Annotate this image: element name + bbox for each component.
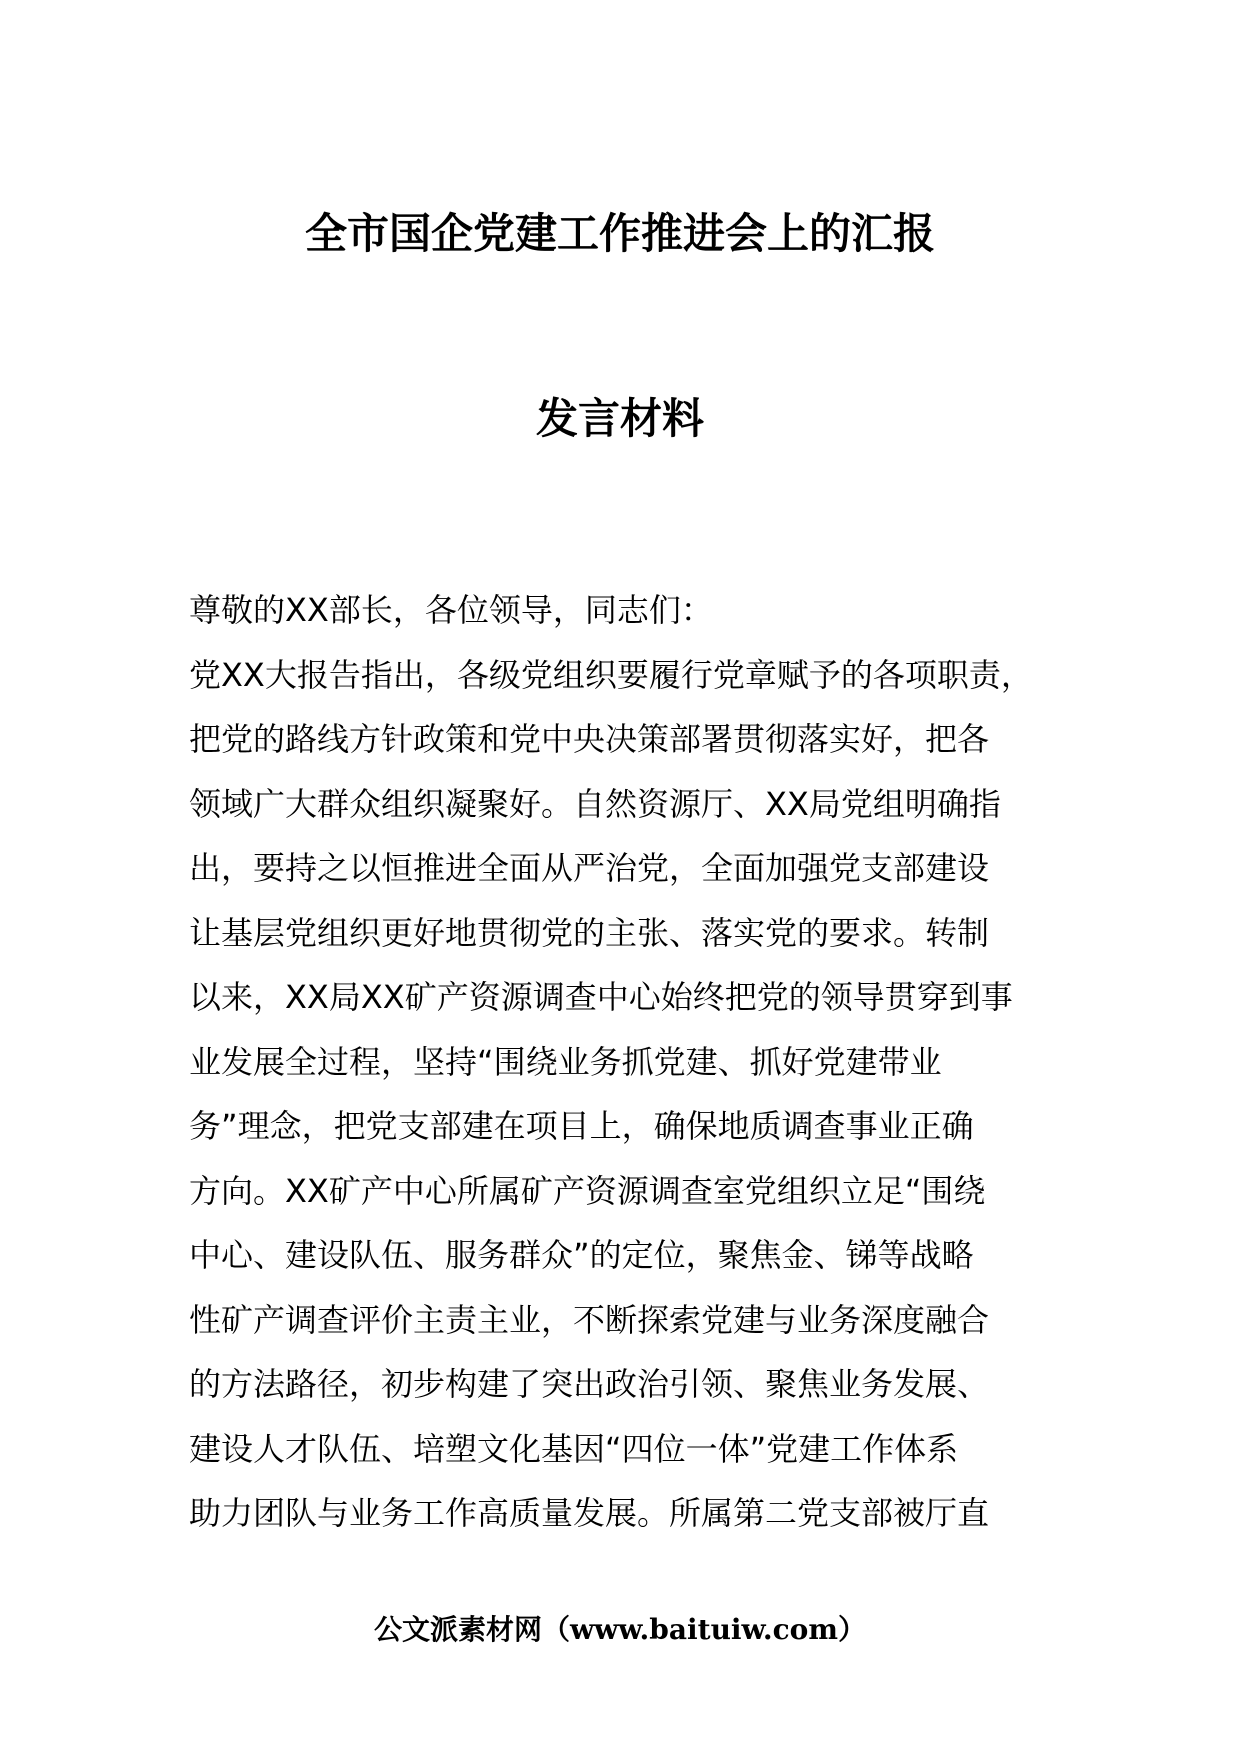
- document-title-line-1: 全市国企党建工作推进会上的汇报: [304, 209, 935, 258]
- body-line: 党XX大报告指出，各级党组织要履行党章赋予的各项职责，: [189, 655, 1033, 694]
- salutation: 尊敬的XX部长，各位领导，同志们：: [189, 591, 713, 629]
- body-line: 助力团队与业务工作高质量发展。所属第二党支部被厅直: [189, 1494, 990, 1532]
- body-line: 务”理念，把党支部建在项目上，确保地质调查事业正确: [189, 1107, 974, 1145]
- document-body: [189, 578, 1089, 1546]
- body-line: 以来，XX局XX矿产资源调查中心始终把党的领导贯穿到事: [189, 978, 1013, 1016]
- body-line: 中心、建设队伍、服务群众”的定位，聚焦金、锑等战略: [189, 1236, 974, 1274]
- footer-source-text: 公文派素材网（www.baituiw.com）: [374, 1613, 866, 1646]
- body-line: 出，要持之以恒推进全面从严治党，全面加强党支部建设: [189, 849, 990, 887]
- body-line: 建设人才队伍、培塑文化基因“四位一体”党建工作体系: [189, 1429, 959, 1468]
- body-line: 把党的路线方针政策和党中央决策部署贯彻落实好，把各: [189, 720, 990, 758]
- body-line: 性矿产调查评价主责主业，不断探索党建与业务深度融合: [189, 1300, 990, 1339]
- document-title-line-2: 发言材料: [535, 394, 704, 443]
- body-line: 业发展全过程，坚持“围绕业务抓党建、抓好党建带业: [189, 1042, 942, 1081]
- body-line: 的方法路径，初步构建了突出政治引领、聚焦业务发展、: [189, 1365, 990, 1403]
- body-line: 领域广大群众组织凝聚好。自然资源厅、XX局党组明确指: [189, 784, 1001, 823]
- body-line: 方向。XX矿产中心所属矿产资源调查室党组织立足“围绕: [189, 1171, 986, 1210]
- body-line: 让基层党组织更好地贯彻党的主张、落实党的要求。转制: [189, 913, 990, 952]
